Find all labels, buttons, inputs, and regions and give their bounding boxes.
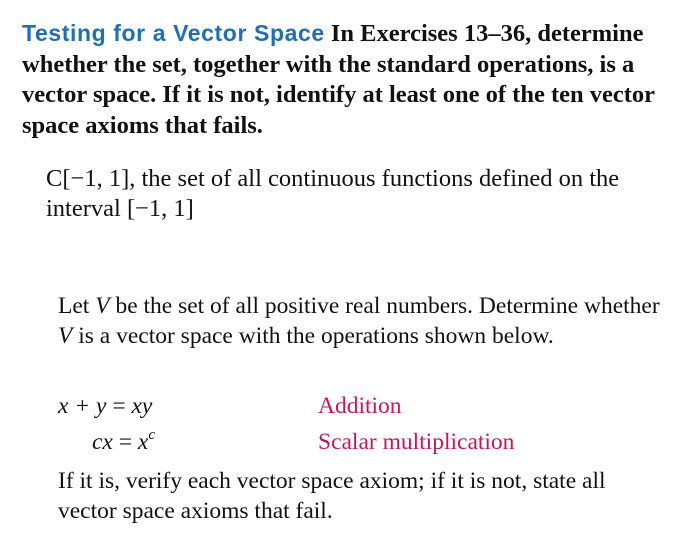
scalar-lhs: cx xyxy=(92,429,113,455)
exercise-text: , the set of all continuous functions defined on the interval xyxy=(46,165,620,222)
addition-lhs: x + y xyxy=(58,393,107,419)
variable-v: V xyxy=(95,293,110,319)
exercise-problem xyxy=(46,164,656,224)
scalar-rhs-base: x xyxy=(137,429,149,455)
scalar-multiplication-label: Scalar multiplication xyxy=(318,429,515,455)
addition-rhs: xy xyxy=(131,393,153,419)
addition-label: Addition xyxy=(318,393,402,419)
set-name: C xyxy=(46,165,63,192)
addition-equation: x + y = xy xyxy=(58,393,153,419)
problem-part1: Let xyxy=(58,293,90,319)
conclusion-text: If it is, verify each vector space axiom; if it is not, state all vector space axioms that fail. xyxy=(58,468,606,524)
scalar-multiplication-equation: cx = $x^c$ xyxy=(92,427,155,455)
variable-v-2: V xyxy=(58,322,73,349)
problem-part2: be the set of all positive real numbers. Determine whether xyxy=(115,293,660,319)
problem-statement xyxy=(58,292,663,351)
scalar-rhs-exponent: c xyxy=(148,427,155,444)
instructions-text: In Exercises 13–36, determine whether the set, together with the standard operations, is a vector space. If it is not, identify at least one of the ten vector space axioms that fails. xyxy=(22,20,655,139)
interval-repeat: [−1, 1] xyxy=(126,195,194,222)
interval: [−1, 1] xyxy=(62,165,130,192)
section-heading: Testing for a Vector Space xyxy=(22,20,325,46)
exercise-instructions xyxy=(22,18,662,141)
problem-part3: is a vector space with the operations shown below. xyxy=(78,322,554,349)
